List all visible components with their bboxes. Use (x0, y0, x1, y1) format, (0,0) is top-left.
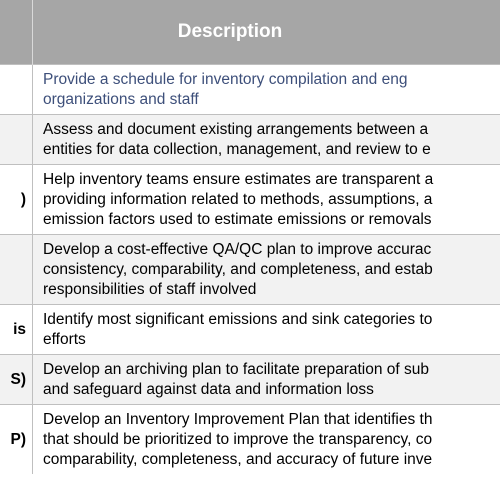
row-name-fragment (0, 65, 26, 80)
table-body (0, 64, 500, 474)
row-description-cell (33, 404, 500, 474)
description-line: entities for data collection, management, and review to e (43, 140, 431, 158)
table-row (0, 404, 500, 474)
row-name-fragment (0, 115, 26, 130)
row-name-fragment: is (13, 320, 26, 338)
row-name-cell (0, 304, 33, 354)
table-header-row (0, 0, 500, 64)
table-row (0, 64, 500, 114)
row-name-cell (0, 404, 33, 474)
row-name-cell (0, 234, 33, 304)
table-row (0, 164, 500, 234)
description-line: Develop an Inventory Improvement Plan that identifies th (43, 410, 433, 428)
row-name-cell (0, 114, 33, 164)
row-name-cell (0, 64, 33, 114)
table-row (0, 114, 500, 164)
table-row (0, 234, 500, 304)
row-name-cell (0, 354, 33, 404)
table-row (0, 304, 500, 354)
header-description-label: Description (177, 20, 283, 42)
description-line: responsibilities of staff involved (43, 280, 257, 298)
row-description-cell (33, 114, 500, 164)
header-name-cell (0, 0, 33, 64)
row-name-fragment: ) (20, 190, 26, 208)
row-name-fragment (0, 235, 26, 260)
description-line: Help inventory teams ensure estimates are transparent a (43, 170, 434, 188)
row-name-fragment: P) (10, 430, 26, 448)
description-line: providing information related to methods, assumptions, a (43, 190, 433, 208)
header-description-cell (33, 0, 500, 64)
description-line: Identify most significant emissions and sink categories to (43, 310, 433, 328)
description-line: consistency, comparability, and completeness, and estab (43, 260, 433, 278)
description-line: organizations and staff (43, 90, 199, 108)
row-name-cell (0, 164, 33, 234)
description-line: Develop a cost-effective QA/QC plan to improve accurac (43, 240, 432, 258)
table-row (0, 354, 500, 404)
description-line: comparability, completeness, and accuracy of future inve (43, 450, 433, 468)
description-line: Develop an archiving plan to facilitate preparation of sub (43, 360, 430, 378)
row-name-fragment: S) (10, 370, 26, 388)
row-description-cell (33, 354, 500, 404)
description-line: Provide a schedule for inventory compilation and eng (43, 70, 408, 88)
description-line: that should be prioritized to improve the transparency, co (43, 430, 433, 448)
description-line: and safeguard against data and information loss (43, 380, 374, 398)
description-line: efforts (43, 330, 86, 348)
row-description-cell (33, 164, 500, 234)
row-description-cell (33, 304, 500, 354)
row-description-cell (33, 234, 500, 304)
description-line: emission factors used to estimate emissions or removals (43, 210, 432, 228)
description-line: Assess and document existing arrangements between a (43, 120, 429, 138)
row-description-cell (33, 64, 500, 114)
